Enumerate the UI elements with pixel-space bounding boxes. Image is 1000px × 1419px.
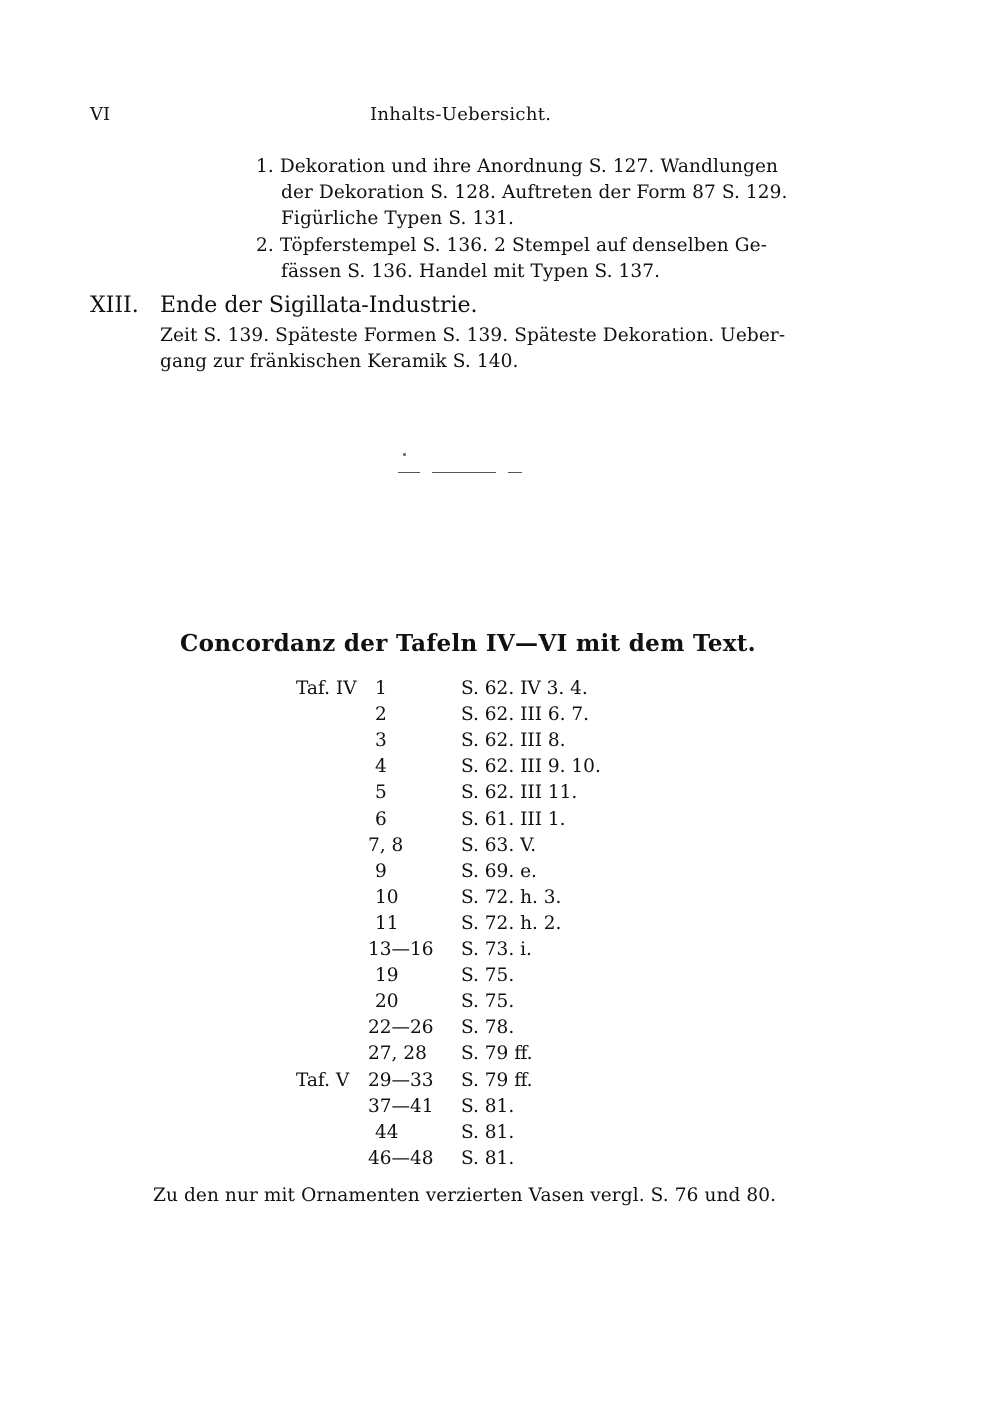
- concordance-footnote: Zu den nur mit Ornamenten verzierten Vasen vergl. S. 76 und 80.: [153, 1185, 777, 1206]
- number-cell: 9: [375, 861, 387, 882]
- reference-cell: S. 62. III 9. 10.: [461, 756, 601, 777]
- number-cell: 27, 28: [368, 1043, 427, 1064]
- number-cell: 3: [375, 730, 387, 751]
- reference-cell: S. 62. III 8.: [461, 730, 566, 751]
- number-cell: 1: [375, 678, 387, 699]
- plate-cell: Taf. IV: [296, 678, 357, 699]
- toc-line-1: 1. Dekoration und ihre Anordnung S. 127. Wandlungen: [256, 156, 779, 177]
- concordance-title: Concordanz der Tafeln IV—VI mit dem Text.: [180, 630, 756, 657]
- toc-line-4: 2. Töpferstempel S. 136. 2 Stempel auf denselben Ge-: [256, 235, 767, 256]
- reference-cell: S. 69. e.: [461, 861, 537, 882]
- reference-cell: S. 72. h. 3.: [461, 887, 562, 908]
- number-cell: 7, 8: [368, 835, 404, 856]
- number-cell: 44: [375, 1122, 399, 1143]
- reference-cell: S. 63. V.: [461, 835, 537, 856]
- reference-cell: S. 78.: [461, 1017, 515, 1038]
- reference-cell: S. 62. III 6. 7.: [461, 704, 590, 725]
- number-cell: 4: [375, 756, 387, 777]
- number-cell: 6: [375, 809, 387, 830]
- reference-cell: S. 75.: [461, 991, 515, 1012]
- reference-cell: S. 81.: [461, 1122, 515, 1143]
- number-cell: 37—41: [368, 1096, 434, 1117]
- number-cell: 13—16: [368, 939, 434, 960]
- section-line-1: Zeit S. 139. Späteste Formen S. 139. Späteste Dekoration. Ueber-: [160, 325, 786, 346]
- toc-line-3: Figürliche Typen S. 131.: [281, 208, 515, 229]
- reference-cell: S. 75.: [461, 965, 515, 986]
- reference-cell: S. 81.: [461, 1148, 515, 1169]
- reference-cell: S. 62. III 11.: [461, 782, 578, 803]
- plate-cell: Taf. V: [296, 1070, 350, 1091]
- reference-cell: S. 81.: [461, 1096, 515, 1117]
- running-title: Inhalts-Uebersicht.: [370, 104, 552, 125]
- reference-cell: S. 79 ff.: [461, 1043, 533, 1064]
- number-cell: 19: [375, 965, 399, 986]
- number-cell: 46—48: [368, 1148, 434, 1169]
- number-cell: 2: [375, 704, 387, 725]
- section-line-2: gang zur fränkischen Keramik S. 140.: [160, 351, 519, 372]
- toc-line-2: der Dekoration S. 128. Auftreten der Form 87 S. 129.: [281, 182, 788, 203]
- number-cell: 5: [375, 782, 387, 803]
- section-title: Ende der Sigillata-Industrie.: [160, 293, 478, 318]
- reference-cell: S. 62. IV 3. 4.: [461, 678, 588, 699]
- reference-cell: S. 79 ff.: [461, 1070, 533, 1091]
- number-cell: 22—26: [368, 1017, 434, 1038]
- number-cell: 10: [375, 887, 399, 908]
- section-number: XIII.: [90, 293, 139, 318]
- page-number: VI: [90, 104, 111, 125]
- reference-cell: S. 72. h. 2.: [461, 913, 562, 934]
- number-cell: 11: [375, 913, 399, 934]
- reference-cell: S. 73. i.: [461, 939, 532, 960]
- number-cell: 29—33: [368, 1070, 434, 1091]
- toc-line-5: fässen S. 136. Handel mit Typen S. 137.: [281, 261, 661, 282]
- number-cell: 20: [375, 991, 399, 1012]
- reference-cell: S. 61. III 1.: [461, 809, 566, 830]
